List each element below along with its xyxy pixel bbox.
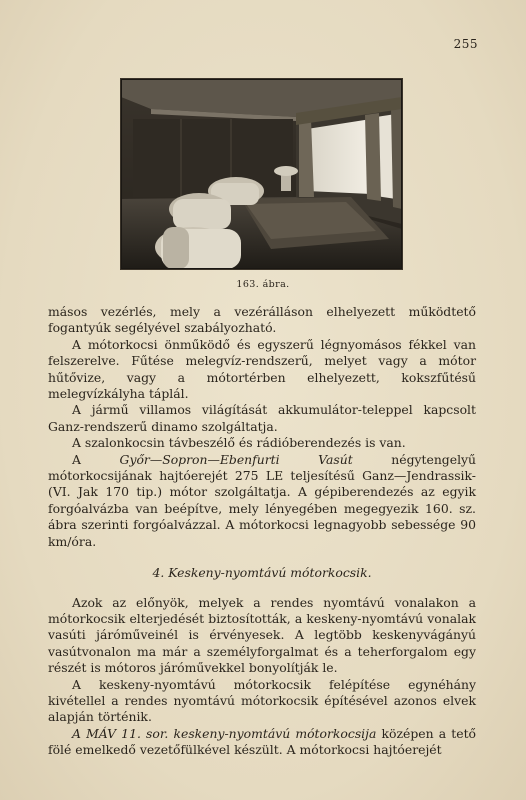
paragraph xyxy=(48,452,476,550)
paragraph-body: négytengelyű mótorkocsijának hajtóerejét 275 LE teljesítésű Ganz—Jendrassik- (VI. Jak 170 tip.) mótor szolgáltatja. A gépiberendezés az egyik forgóalvázba van beépítve, mely lényegében megegyezik 160. sz. ábra szerinti forgóalvázzal. A mótorkocsi legnagyobb sebessége 90 km/óra. xyxy=(48,451,477,549)
paragraph: A szalonkocsin távbeszélő és rádióberendezés is van. xyxy=(72,435,406,451)
salon-interior-photo xyxy=(121,79,402,269)
paragraph-lead: A xyxy=(72,451,120,467)
figure-photo-salon-car-interior xyxy=(120,78,403,270)
figure-caption: 163. ábra. xyxy=(236,279,290,290)
paragraph: A mótorkocsi önműködő és egyszerű légnyomásos fékkel van felszerelve. Fűtése melegvíz-rendszerű, melyet vagy a mótor hűtővize, vagy a mótortérben elhelyezett, kokszfűtésű melegvízkályha táplál. xyxy=(48,336,476,402)
paragraph: másos vezérlés, mely a vezérálláson elhelyezett működtető fogantyúk segélyével szabályozható. xyxy=(48,304,476,336)
body-text xyxy=(48,304,476,759)
paragraph: A keskeny-nyomtávú mótorkocsik felépítése egynéhány kivétellel a rendes nyomtávú mótorkocsik építésével azonos elvek alapján történik. xyxy=(48,676,476,725)
paragraph: A jármű villamos világítását akkumulátor-teleppel kapcsolt Ganz-rendszerű dinamo szolgáltatja. xyxy=(48,402,476,434)
section-heading: 4. Keskeny-nyomtávú mótorkocsik. xyxy=(152,565,372,581)
paragraph: Azok az előnyök, melyek a rendes nyomtávú vonalakon a mótorkocsik elterjedését biztosították, a keskeny-nyomtávú vonalak vasúti járóműveinél is érvényesek. A legtöbb keskenyvágányú vasútvonalon ma már a személyforgalmat és a teherforgalom egy részét is mótoros járóművekkel bonyolítják le. xyxy=(48,594,476,676)
railcar-designation: A MÁV 11. sor. keskeny-nyomtávú mótorkocsija xyxy=(72,725,377,741)
paragraph xyxy=(48,726,476,759)
railway-name: Győr—Sopron—Ebenfurti Vasút xyxy=(119,451,353,467)
paragraph-body: középen a tető fölé emelkedő vezetőfülkével készült. A mótorkocsi hajtóerejét xyxy=(48,725,477,758)
page-number: 255 xyxy=(453,37,478,51)
